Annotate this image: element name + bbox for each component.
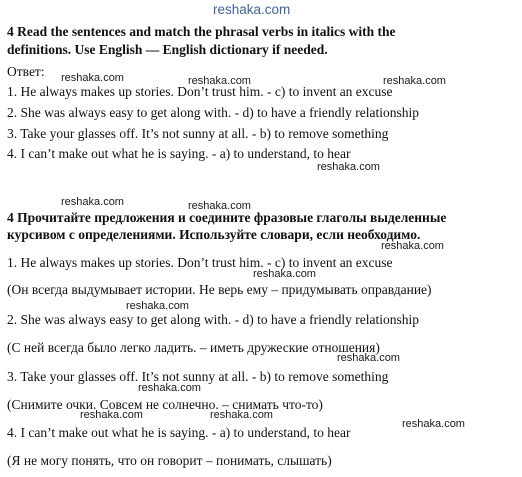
watermark: reshaka.com xyxy=(138,382,201,394)
answer-item-ru-3-translation: (Снимите очки. Совсем не солнечно. – снимать что-то) xyxy=(7,397,323,412)
exercise-heading-ru-line1: 4 Прочитайте предложения и соедините фразовые глаголы выделенные xyxy=(7,210,447,225)
exercise-heading-en-line1: 4 Read the sentences and match the phrasal verbs in italics with the xyxy=(7,24,396,39)
watermark: reshaka.com xyxy=(253,268,316,280)
answer-label: Ответ: xyxy=(7,64,45,79)
watermark: reshaka.com xyxy=(61,72,124,84)
watermark: reshaka.com xyxy=(188,75,251,87)
answer-item-en-3: 3. Take your glasses off. It’s not sunny at all. - b) to remove something xyxy=(7,126,389,141)
watermark: reshaka.com xyxy=(80,409,143,421)
answer-item-en-1: 1. He always makes up stories. Don’t trust him. - c) to invent an excuse xyxy=(7,84,393,99)
watermark: reshaka.com xyxy=(210,409,273,421)
watermark: reshaka.com xyxy=(126,300,189,312)
answer-item-en-4: 4. I can’t make out what he is saying. - a) to understand, to hear xyxy=(7,146,351,161)
watermark: reshaka.com xyxy=(402,418,465,430)
answer-item-ru-2-translation: (С ней всегда было легко ладить. – иметь дружеские отношения) xyxy=(7,340,380,355)
watermark: reshaka.com xyxy=(317,161,380,173)
answer-item-ru-2-en: 2. She was always easy to get along with. - d) to have a friendly relationship xyxy=(7,312,420,327)
answer-item-ru-1-translation: (Он всегда выдумывает истории. Не верь ему – придумывать оправдание) xyxy=(7,282,432,297)
answer-item-en-2: 2. She was always easy to get along with. - d) to have a friendly relationship xyxy=(7,105,420,120)
answer-item-ru-3-en: 3. Take your glasses off. It’s not sunny at all. - b) to remove something xyxy=(7,369,389,384)
exercise-heading-en-line2: definitions. Use English — English dictionary if needed. xyxy=(7,42,328,57)
watermark: reshaka.com xyxy=(383,75,446,87)
answer-item-ru-1-en: 1. He always makes up stories. Don’t trust him. - c) to invent an excuse xyxy=(7,255,393,270)
watermark: reshaka.com xyxy=(337,352,400,364)
watermark: reshaka.com xyxy=(188,200,251,212)
exercise-heading-ru-line2: курсивом с определениями. Используйте словари, если необходимо. xyxy=(7,227,421,242)
answer-item-ru-4-translation: (Я не могу понять, что он говорит – понимать, слышать) xyxy=(7,453,332,468)
watermark: reshaka.com xyxy=(381,240,444,252)
watermark: reshaka.com xyxy=(61,196,124,208)
answer-item-ru-4-en: 4. I can’t make out what he is saying. - a) to understand, to hear xyxy=(7,425,351,440)
watermark-top: reshaka.com xyxy=(213,2,291,17)
